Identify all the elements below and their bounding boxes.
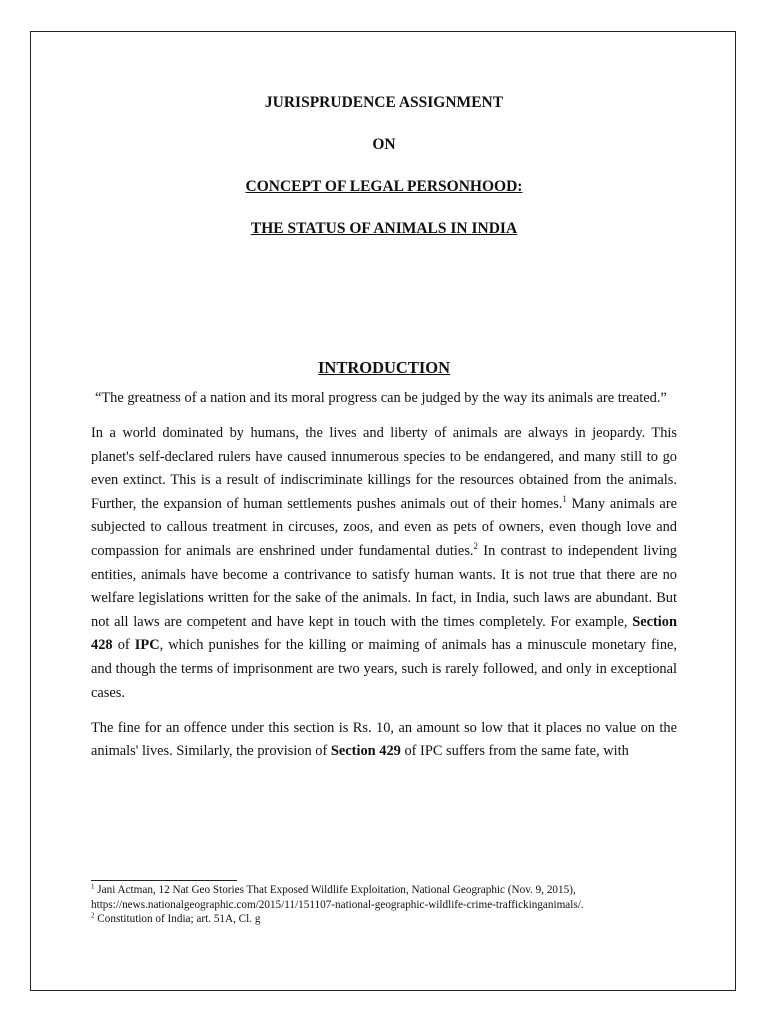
footnote-1-url[interactable]: https://news.nationalgeographic.com/2015/11/151107-national-geographic-wildlife-crime-traffickinganimals/.	[91, 898, 584, 911]
title-assignment: JURISPRUDENCE ASSIGNMENT	[264, 94, 504, 111]
title-topic-text: CONCEPT OF LEGAL PERSONHOOD:	[245, 178, 523, 195]
footnote-ref-2[interactable]: 2	[473, 541, 479, 552]
paragraph-2	[91, 717, 677, 764]
paragraph-1-text-b: Many animals are subjected to callous treatment in circuses, zoos, and even as pets of owners, even though love and compassion for animals are enshrined under fundamental duties.	[91, 495, 677, 560]
introduction-heading: INTRODUCTION	[317, 358, 451, 377]
title-subtopic	[30, 218, 738, 260]
paragraph-1-text-e: , which punishes for the killing or maiming of animals has a minuscule monetary fine, and though the terms of imprisonment are two years, such is rarely followed, and only in exceptional cases.	[91, 637, 678, 701]
footnote-separator	[91, 880, 237, 881]
paragraph-1-text-d: of	[112, 637, 135, 654]
footnote-2-number: 2	[91, 911, 95, 920]
opening-quote: “The greatness of a nation and its moral progress can be judged by the way its animals are treated.”	[95, 390, 667, 406]
footnote-1	[91, 883, 691, 898]
section-429-ref: Section 429	[330, 743, 401, 760]
footnotes	[91, 883, 691, 927]
paragraph-2-text-b: of IPC suffers from the same fate, with	[400, 743, 629, 760]
footnote-2-text: Constitution of India; art. 51A, Cl. g	[94, 913, 261, 926]
title-subtopic-text: THE STATUS OF ANIMALS IN INDIA	[250, 220, 518, 237]
footnote-ref-1[interactable]: 1	[562, 494, 567, 505]
title-block	[30, 92, 738, 260]
footnote-1-number: 1	[91, 882, 95, 891]
section-428-ref: Section 428	[91, 613, 677, 654]
ipc-ref: IPC	[134, 637, 160, 654]
paragraph-1	[91, 422, 677, 705]
paragraph-1-text-a: In a world dominated by humans, the lives and liberty of animals are always in jeopardy. This planet's self-declared rulers have caused innumerous species to be endangered, and many still to go even extinct. This is a result of indiscriminate killings for the resources obtained from the animals. Further, the expansion of human settlements pushes animals out of their homes.	[91, 425, 677, 512]
title-on: ON	[372, 136, 396, 153]
footnote-2	[91, 912, 691, 927]
paragraph-1-text-c: In contrast to independent living entities, animals have become a contrivance to satisfy human wants. It is not true that there are no welfare legislations written for the sake of the animals. In fact, in India, such laws are abundant. But not all laws are competent and have kept in touch with the times completely. For example,	[91, 543, 677, 630]
paragraph-2-text-a: The fine for an offence under this section is Rs. 10, an amount so low that it places no value on the animals' lives. Similarly, the provision of	[91, 719, 677, 760]
title-topic	[30, 176, 738, 218]
body-text	[91, 387, 677, 775]
footnote-1-text: Jani Actman, 12 Nat Geo Stories That Exposed Wildlife Exploitation, National Geographic (Nov. 9, 2015),	[94, 884, 576, 896]
